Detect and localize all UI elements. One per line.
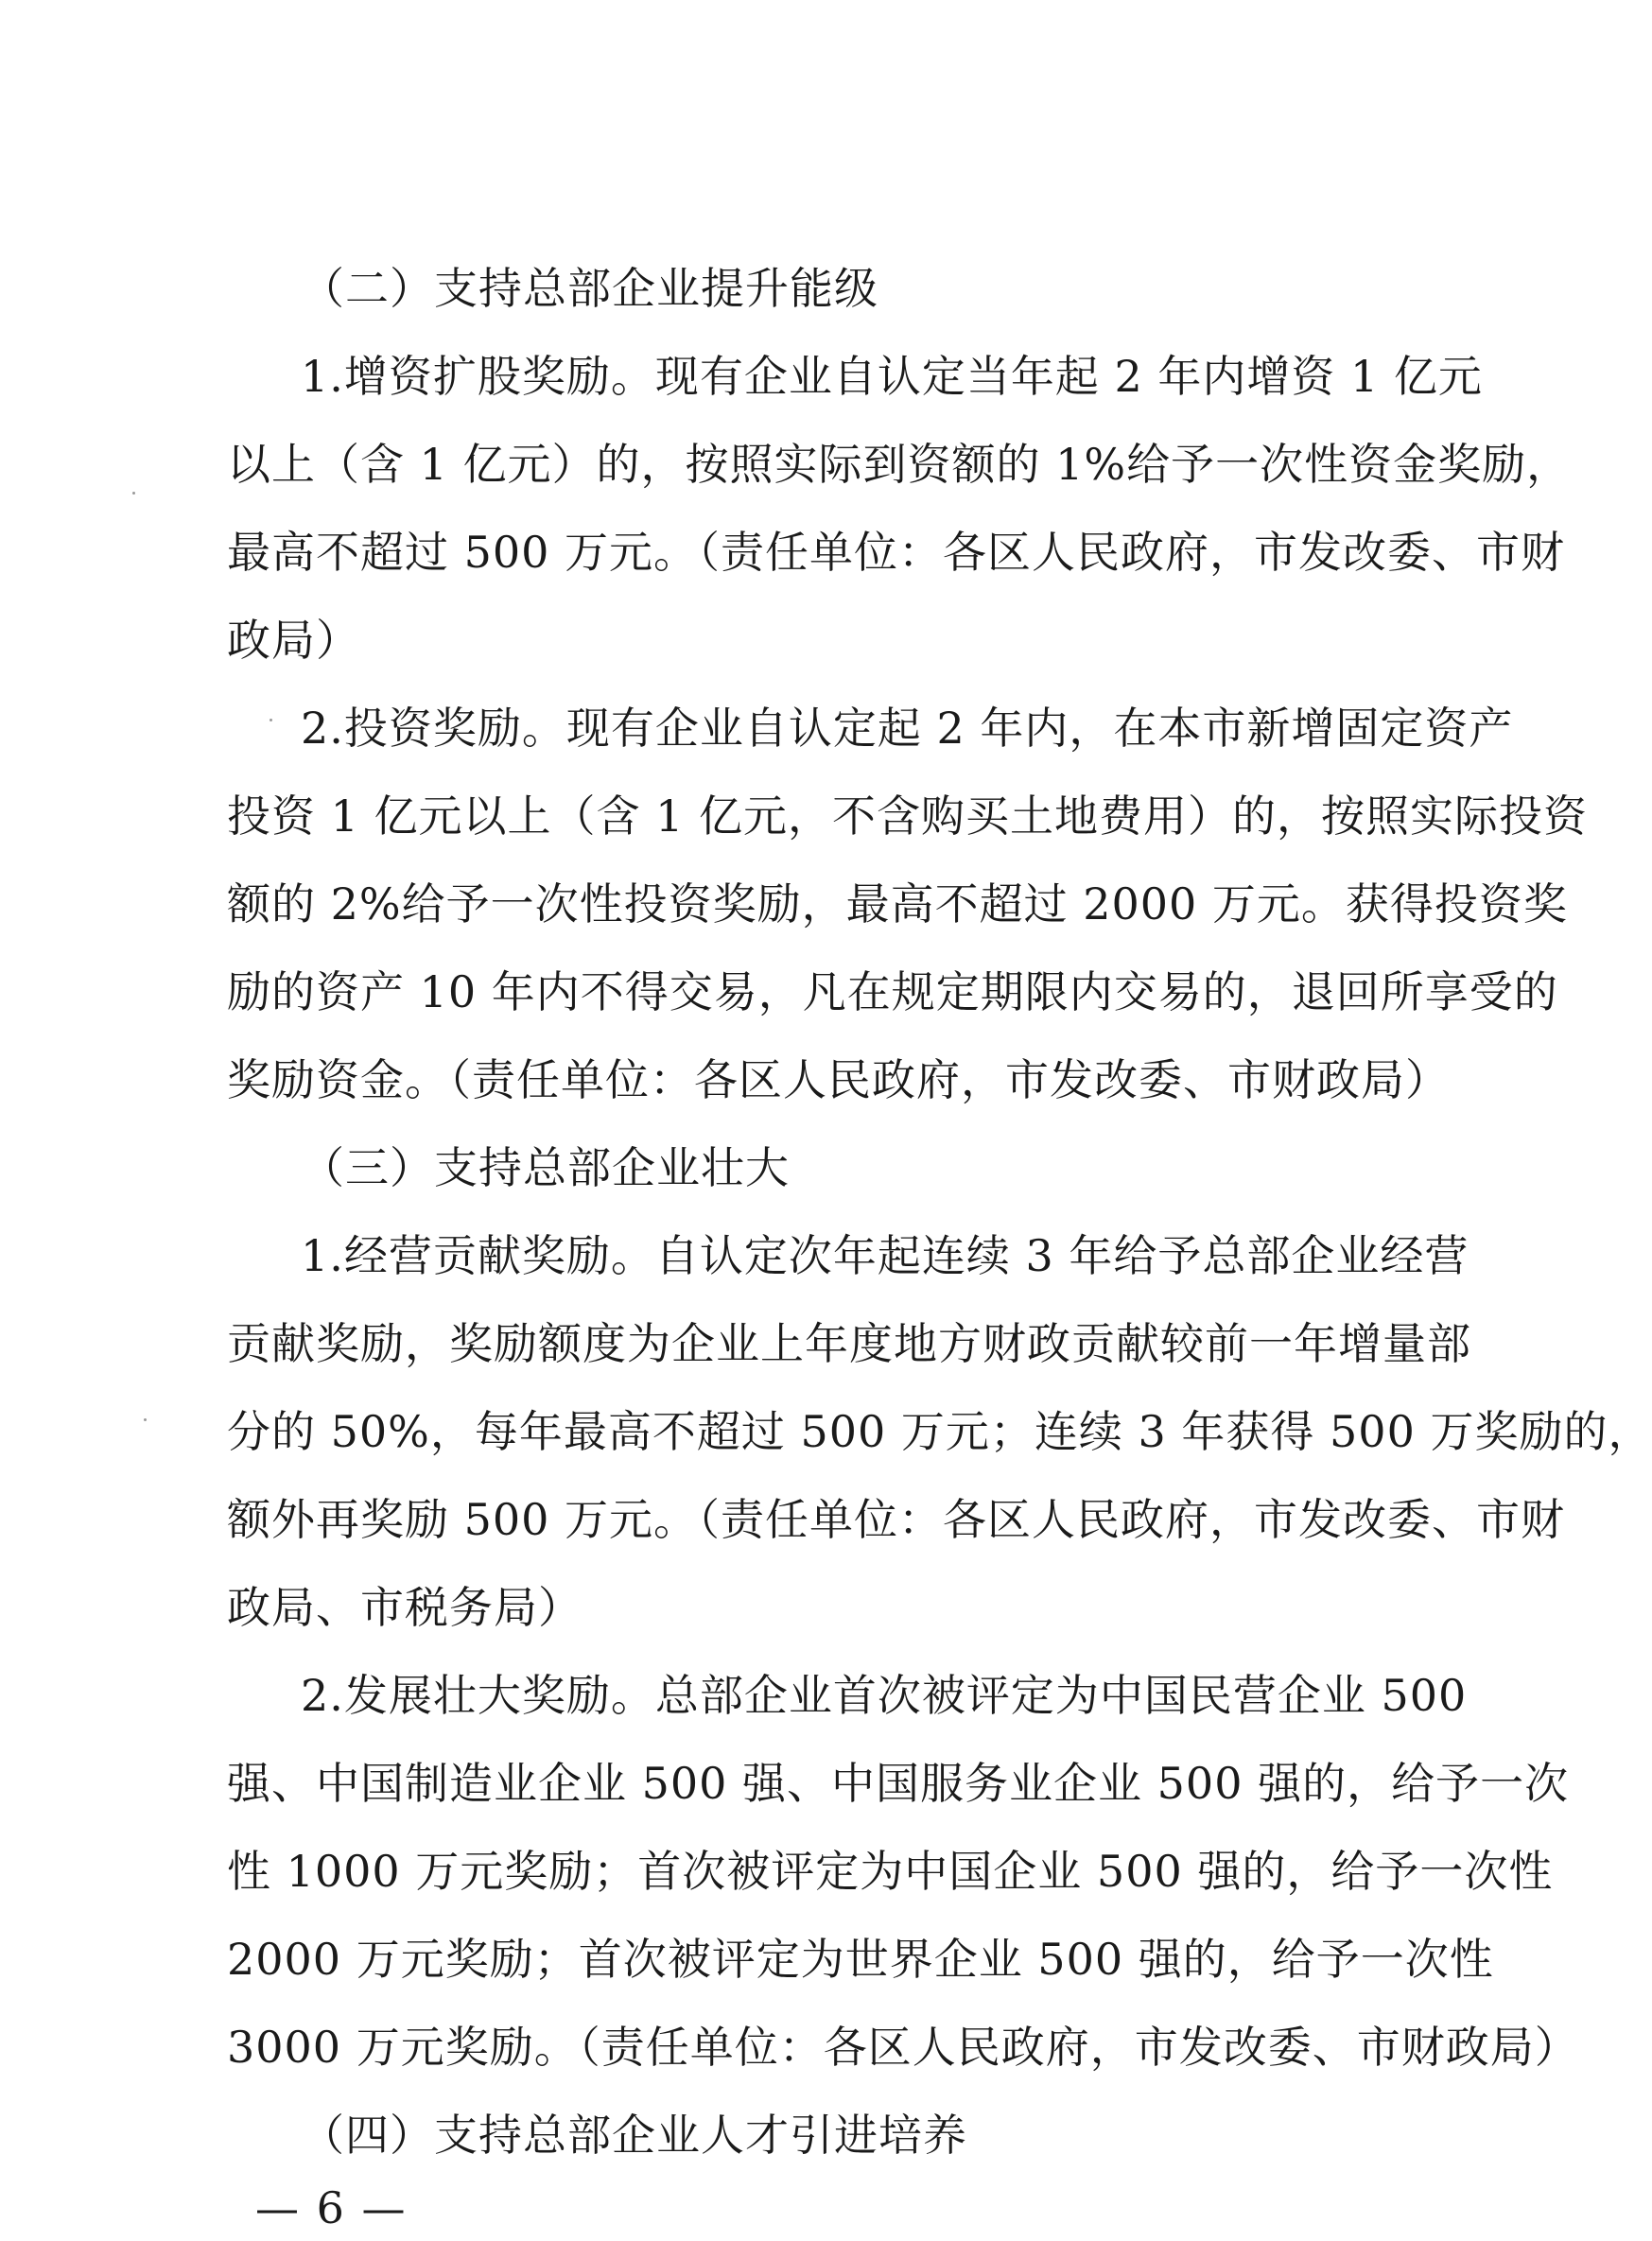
paragraph-line: 投资 1 亿元以上（含 1 亿元，不含购买土地费用）的，按照实际投资 xyxy=(227,790,1589,842)
paragraph-line: 强、中国制造业企业 500 强、中国服务业企业 500 强的，给予一次 xyxy=(227,1758,1570,1809)
section-heading-4: （四）支持总部企业人才引进培养 xyxy=(301,2110,967,2161)
paragraph-line: 最高不超过 500 万元。（责任单位：各区人民政府，市发改委、市财 xyxy=(227,527,1566,578)
scan-speck xyxy=(144,1418,147,1421)
page-number: — 6 — xyxy=(255,2182,408,2233)
paragraph-line: 政局） xyxy=(227,615,360,666)
paragraph-line: 2.发展壮大奖励。总部企业首次被评定为中国民营企业 500 xyxy=(301,1670,1468,1721)
scan-speck xyxy=(270,719,272,721)
paragraph-line: 3000 万元奖励。（责任单位：各区人民政府，市发改委、市财政局） xyxy=(227,2022,1579,2073)
paragraph-line: 1.增资扩股奖励。现有企业自认定当年起 2 年内增资 1 亿元 xyxy=(301,351,1483,402)
section-heading-2: （二）支持总部企业提升能级 xyxy=(301,263,878,314)
paragraph-line: 2000 万元奖励；首次被评定为世界企业 500 强的，给予一次性 xyxy=(227,1934,1494,1985)
paragraph-line: 励的资产 10 年内不得交易，凡在规定期限内交易的，退回所享受的 xyxy=(227,966,1558,1017)
paragraph-line: 2.投资奖励。现有企业自认定起 2 年内，在本市新增固定资产 xyxy=(301,703,1514,754)
paragraph-line: 分的 50%，每年最高不超过 500 万元；连续 3 年获得 500 万奖励的， xyxy=(227,1406,1652,1457)
paragraph-line: 额的 2%给予一次性投资奖励，最高不超过 2000 万元。获得投资奖 xyxy=(227,878,1568,929)
paragraph-line: 性 1000 万元奖励；首次被评定为中国企业 500 强的，给予一次性 xyxy=(227,1846,1554,1897)
section-heading-3: （三）支持总部企业壮大 xyxy=(301,1142,790,1193)
scan-speck xyxy=(132,492,135,495)
paragraph-line: 贡献奖励，奖励额度为企业上年度地方财政贡献较前一年增量部 xyxy=(227,1318,1471,1369)
paragraph-line: 1.经营贡献奖励。自认定次年起连续 3 年给予总部企业经营 xyxy=(301,1230,1469,1281)
paragraph-line: 奖励资金。（责任单位：各区人民政府，市发改委、市财政局） xyxy=(227,1054,1450,1105)
paragraph-line: 以上（含 1 亿元）的，按照实际到资额的 1%给予一次性资金奖励， xyxy=(227,439,1572,490)
paragraph-line: 额外再奖励 500 万元。（责任单位：各区人民政府，市发改委、市财 xyxy=(227,1494,1566,1545)
paragraph-line: 政局、市税务局） xyxy=(227,1582,583,1633)
